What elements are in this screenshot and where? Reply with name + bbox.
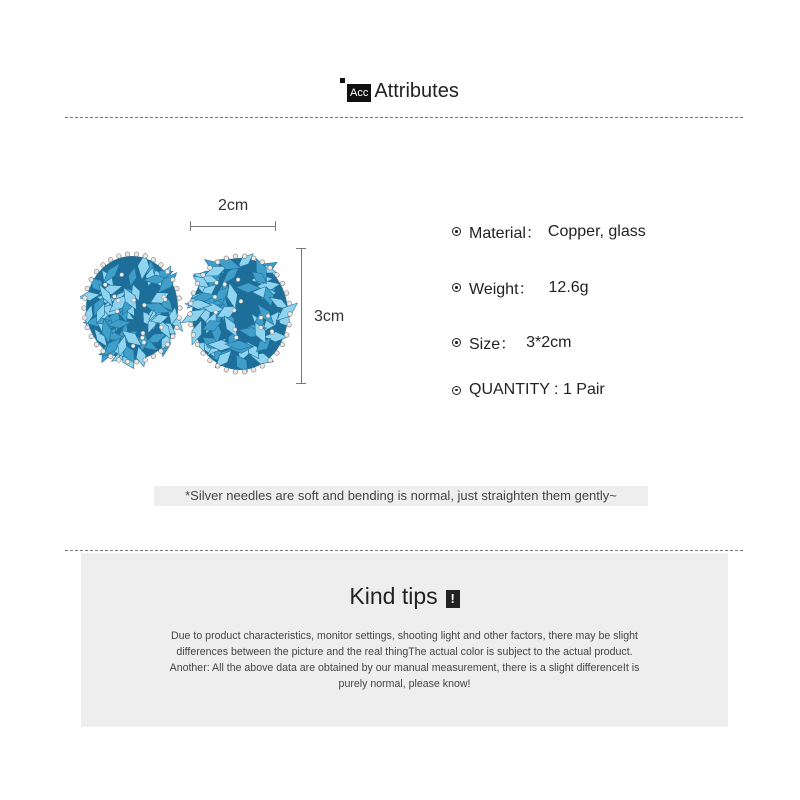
bullet-icon xyxy=(452,227,461,236)
kind-tips-panel xyxy=(81,553,728,727)
kind-tips-text xyxy=(111,628,698,692)
attribute-label: Size： xyxy=(469,336,517,353)
attribute-value: Copper, glass xyxy=(547,222,646,240)
divider-bottom xyxy=(65,550,743,551)
tips-line: Due to product characteristics, monitor settings, shooting light and other factors, there may be slight xyxy=(171,630,638,642)
divider-top xyxy=(65,117,743,118)
height-label: 3cm xyxy=(314,308,345,325)
kind-tips-title: Kind tips xyxy=(349,583,438,609)
bullet-icon xyxy=(452,386,461,395)
kind-tips-heading xyxy=(81,583,728,610)
section-title: Attributes xyxy=(374,80,459,102)
attribute-label: Weight： xyxy=(469,281,535,298)
earring-left xyxy=(80,252,187,372)
section-header xyxy=(340,78,459,102)
attribute-value: 3*2cm xyxy=(526,333,572,351)
attribute-value: 12.6g xyxy=(548,278,589,296)
care-note: *Silver needles are soft and bending is normal, just straighten them gently~ xyxy=(154,486,648,506)
tips-line: purely normal, please know! xyxy=(338,678,471,690)
earring-right xyxy=(179,250,301,375)
attribute-weight xyxy=(452,276,589,299)
bullet-icon xyxy=(452,338,461,347)
tips-line: differences between the picture and the real thingThe actual color is subject to the actual product. xyxy=(176,646,633,658)
header-dot xyxy=(340,78,345,83)
width-label: 2cm xyxy=(218,197,249,214)
attribute-size xyxy=(452,331,572,354)
width-measure-line xyxy=(190,218,276,228)
height-measure-line xyxy=(296,248,306,384)
attribute-material xyxy=(452,220,646,243)
bullet-icon xyxy=(452,283,461,292)
header-badge: Acc xyxy=(347,84,371,102)
attribute-quantity xyxy=(452,381,605,399)
warning-icon: ! xyxy=(446,590,460,608)
attribute-label: Material： xyxy=(469,225,542,242)
tips-line: Another: All the above data are obtained by our manual measurement, there is a slight differenceIt is xyxy=(169,662,640,674)
attribute-label: QUANTITY : 1 Pair xyxy=(469,381,605,398)
